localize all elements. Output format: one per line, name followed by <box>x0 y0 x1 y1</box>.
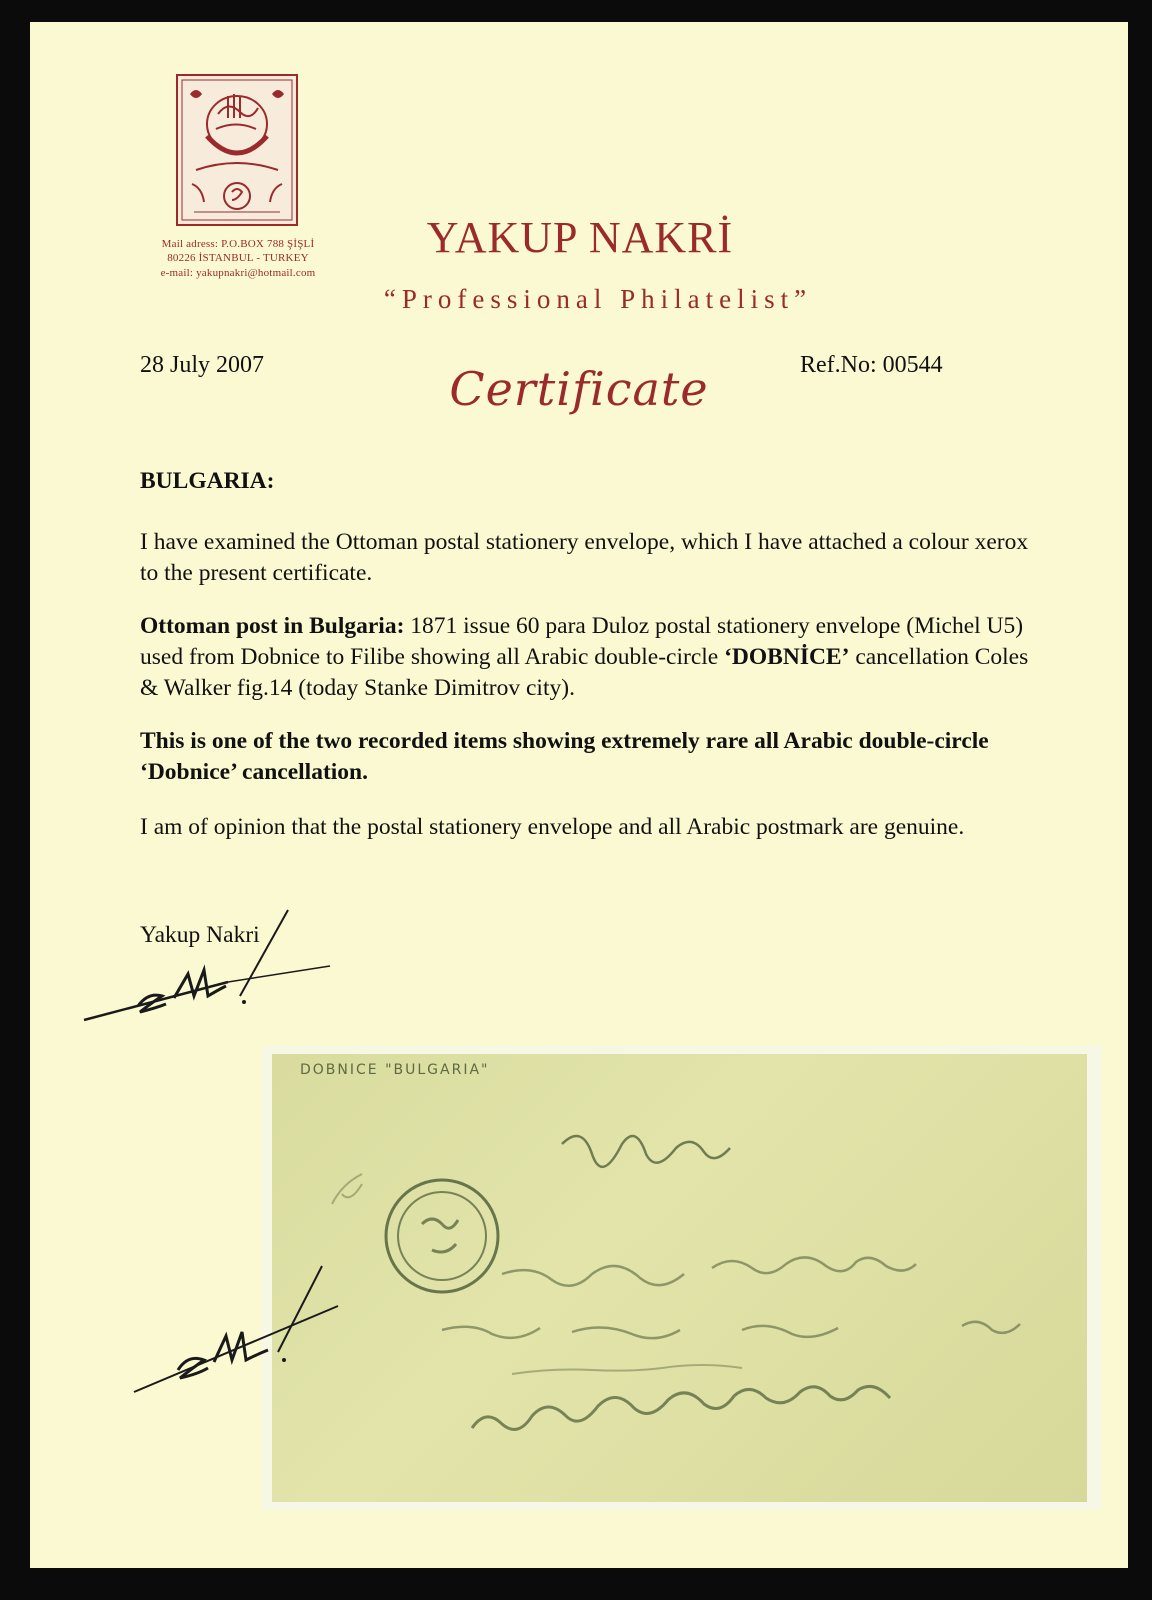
reference-number: Ref.No: 00544 <box>800 352 943 378</box>
signature-over-envelope-icon <box>128 1242 368 1402</box>
signature-icon <box>78 902 338 1032</box>
envelope-copy <box>262 1046 1102 1510</box>
address-line-1: Mail adress: P.O.BOX 788 ŞİŞLİ <box>161 238 315 250</box>
paragraph-description <box>140 611 1040 704</box>
certificate-title: Certificate <box>449 362 709 416</box>
paragraph-opinion: I am of opinion that the postal stationery envelope and all Arabic postmark are genuine. <box>140 814 965 840</box>
envelope-markings-icon <box>272 1054 1087 1502</box>
envelope-image <box>272 1054 1087 1502</box>
letterhead-tagline: “Professional Philatelist” <box>383 284 813 314</box>
letterhead-name: YAKUP NAKRİ <box>426 213 734 262</box>
tughra-logo-icon <box>176 74 298 226</box>
certificate-page <box>30 22 1128 1568</box>
signer-name: Yakup Nakri <box>140 922 260 948</box>
certificate-date: 28 July 2007 <box>140 352 265 378</box>
description-cancel-name: ‘DOBNİCE’ <box>724 644 850 670</box>
email-line: e-mail: yakupnakri@hotmail.com <box>160 267 316 279</box>
country-heading: BULGARIA: <box>140 468 275 494</box>
envelope-label: DOBNICE "BULGARIA" <box>300 1062 490 1078</box>
description-text-a: 1871 issue 60 para Duloz postal stationery envelope (Michel U5) used from Dobnice to Filibe showing all Arabic double-circle <box>140 613 1024 670</box>
address-line-2: 80226 İSTANBUL - TURKEY <box>167 252 309 264</box>
paragraph-examination: I have examined the Ottoman postal stationery envelope, which I have attached a colour xerox to the present certificate. <box>140 529 1029 586</box>
description-lead: Ottoman post in Bulgaria: <box>140 613 405 639</box>
paragraph-rarity: This is one of the two recorded items showing extremely rare all Arabic double-circle ‘Dobnice’ cancellation. <box>140 728 989 785</box>
description-text-b: cancellation Coles & Walker fig.14 (today Stanke Dimitrov city). <box>140 644 1029 701</box>
